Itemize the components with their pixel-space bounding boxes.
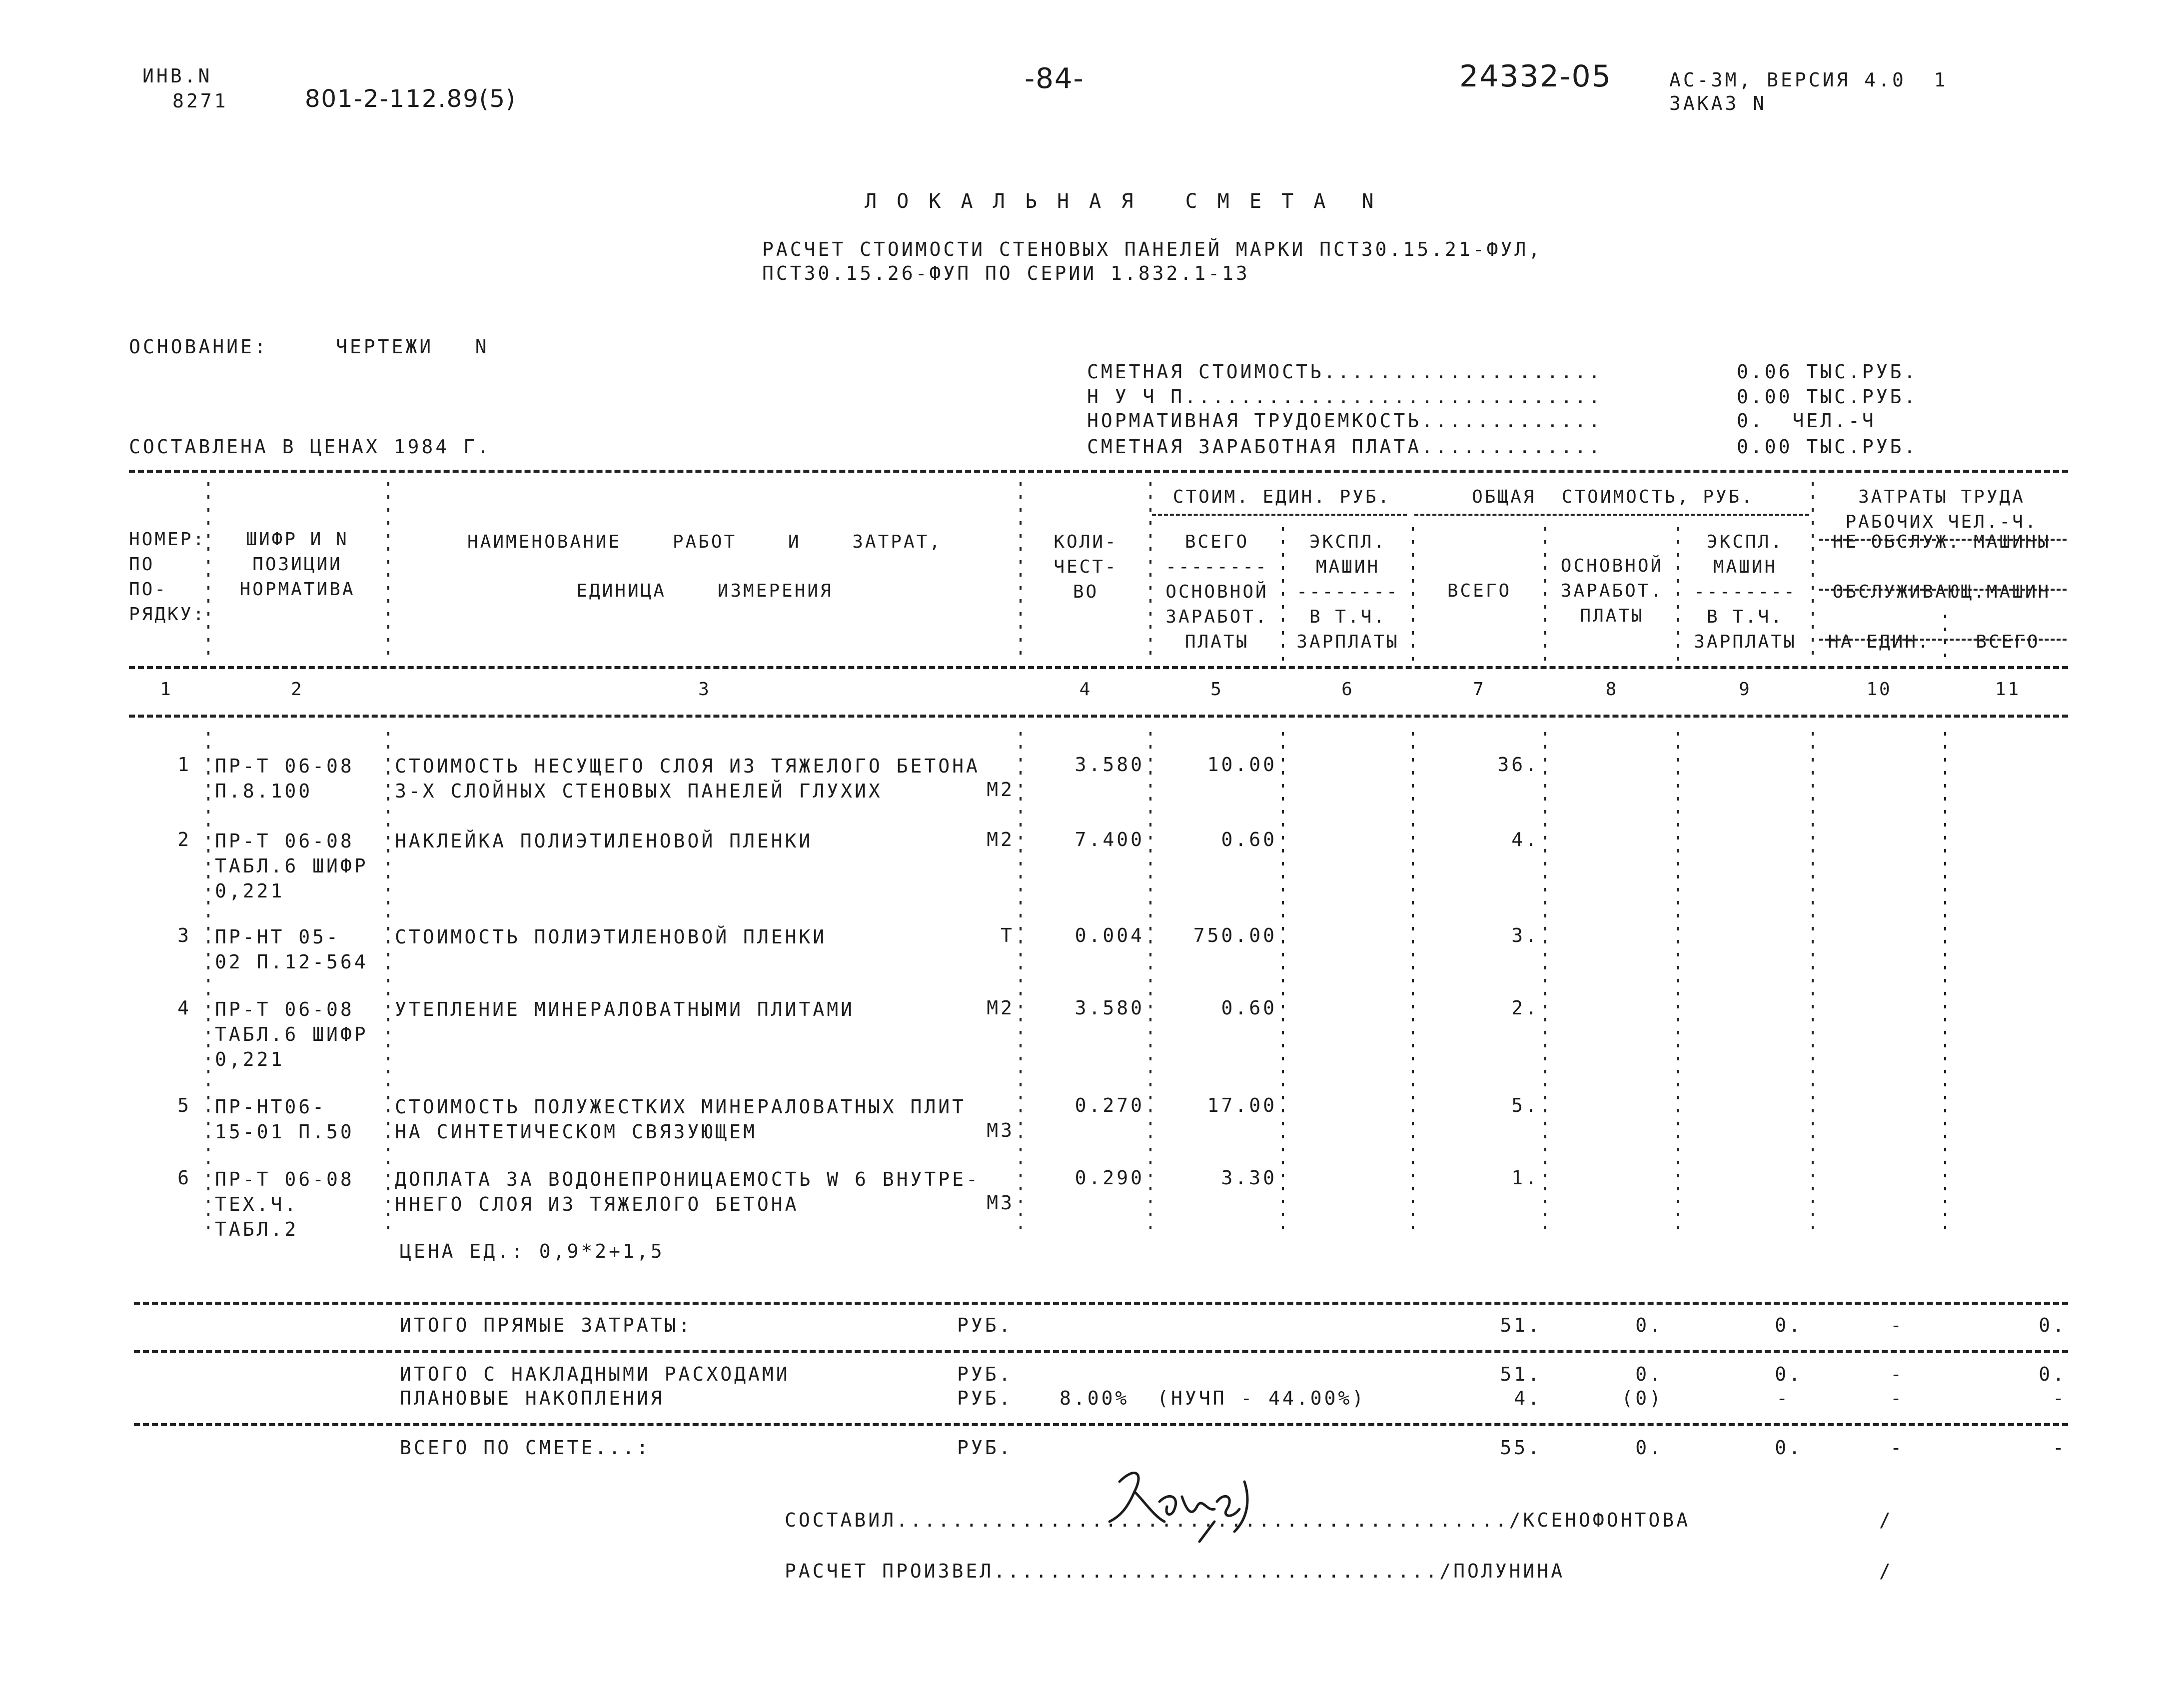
totals-savings-c10: - <box>1890 1387 1904 1409</box>
totals-savings-percent: 8.00% (НУЧП - 44.00%) <box>1060 1387 1366 1409</box>
price-level: СОСТАВЛЕНА В ЦЕНАХ 1984 Г. <box>129 436 491 458</box>
rule-colnum-bottom <box>129 715 2068 718</box>
row-quantity: 3.580 <box>1075 754 1144 776</box>
row-quantity: 0.290 <box>1075 1167 1144 1189</box>
row-name: СТОИМОСТЬ ПОЛУЖЕСТКИХ МИНЕРАЛОВАТНЫХ ПЛИТ НА СИНТЕТИЧЕСКОМ СВЯЗУЮЩЕМ <box>395 1096 966 1143</box>
totals-grand-c9: 0. <box>1775 1437 1803 1459</box>
stamp-number: 24332-05 <box>1459 59 1612 94</box>
vsep-header-6 <box>1412 527 1414 662</box>
rule-totalcost <box>1414 514 1809 516</box>
row-code: ПР-Т 06-08 ТЕХ.Ч. ТАБЛ.2 <box>215 1168 354 1240</box>
totals-grand-c8: 0. <box>1635 1437 1663 1459</box>
totals-savings-unit: РУБ. <box>957 1387 1013 1409</box>
colnum-10: 10 <box>1866 679 1892 700</box>
vsep-body-7 <box>1544 732 1546 1232</box>
totals-savings-c9: - <box>1776 1387 1790 1409</box>
row-unit: М2 <box>987 829 1015 850</box>
totals-direct-c8: 0. <box>1635 1314 1663 1336</box>
basis-label: ОСНОВАНИЕ: <box>129 336 268 358</box>
header-col-9: ЭКСПЛ. МАШИН -------- В Т.Ч. ЗАРПЛАТЫ <box>1694 532 1797 652</box>
row-total: 1. <box>1511 1167 1539 1189</box>
header-unit-cost: СТОИМ. ЕДИН. РУБ. <box>1172 487 1391 507</box>
colnum-3: 3 <box>698 679 711 700</box>
order-number: ЗАКАЗ N <box>1669 92 1767 114</box>
row-unit-price: 3.30 <box>1221 1167 1277 1189</box>
vsep-body-5 <box>1282 732 1284 1232</box>
rule-totals-top <box>134 1302 2068 1305</box>
row-name: СТОИМОСТЬ ПОЛИЭТИЛЕНОВОЙ ПЛЕНКИ <box>395 926 827 948</box>
row-unit: М3 <box>987 1192 1015 1214</box>
row-number: 1 <box>177 754 191 776</box>
row-quantity: 7.400 <box>1075 829 1144 850</box>
header-col-3b: ЕДИНИЦА ИЗМЕРЕНИЯ <box>576 581 833 601</box>
row-code: ПР-Т 06-08 ТАБЛ.6 ШИФР 0,221 <box>215 830 368 902</box>
vsep-body-9 <box>1812 732 1814 1232</box>
header-col-11: ВСЕГО <box>1976 632 2040 652</box>
colnum-7: 7 <box>1473 679 1486 700</box>
vsep-body-8 <box>1677 732 1679 1232</box>
vsep-body-4 <box>1149 732 1151 1232</box>
vsep-body-2 <box>387 732 389 1232</box>
row-number: 2 <box>177 829 191 850</box>
row-name: НАКЛЕЙКА ПОЛИЭТИЛЕНОВОЙ ПЛЕНКИ <box>395 830 813 852</box>
summary-cost-value: 0.06 ТЫС.РУБ. <box>1737 361 1918 383</box>
totals-direct-c9: 0. <box>1775 1314 1803 1336</box>
vsep-header-9 <box>1812 482 1814 662</box>
row-unit-price: 17.00 <box>1207 1094 1277 1116</box>
header-col-7: ВСЕГО <box>1447 581 1512 601</box>
vsep-body-10 <box>1944 732 1946 1232</box>
totals-savings-label: ПЛАНОВЫЕ НАКОПЛЕНИЯ <box>400 1387 665 1409</box>
header-col-10: НА ЕДИН. <box>1828 632 1931 652</box>
row-quantity: 0.270 <box>1075 1094 1144 1116</box>
header-col-2: ШИФР И N ПОЗИЦИИ НОРМАТИВА <box>239 529 355 600</box>
totals-overhead-c11: 0. <box>2039 1363 2067 1385</box>
vsep-header-4 <box>1149 482 1151 662</box>
row-total: 2. <box>1511 997 1539 1019</box>
vsep-body-1 <box>207 732 209 1232</box>
row-unit: М3 <box>987 1119 1015 1141</box>
summary-profit-value: 0.00 ТЫС.РУБ. <box>1737 386 1918 408</box>
row-number: 5 <box>177 1094 191 1116</box>
header-col-1: НОМЕР: ПО ПО- РЯДКУ: <box>129 529 206 625</box>
header-labor-machine: ОБСЛУЖИВАЮЩ.МАШИН <box>1832 582 2051 602</box>
row-unit-price: 0.60 <box>1221 829 1277 850</box>
row-total: 36. <box>1497 754 1539 776</box>
row-code: ПР-НТ 05- 02 П.12-564 <box>215 926 368 973</box>
totals-direct-c7: 51. <box>1500 1314 1542 1336</box>
title-line-2: ПСТ30.15.26-ФУП ПО СЕРИИ 1.832.1-13 <box>762 262 1250 284</box>
totals-overhead-c8: 0. <box>1635 1363 1663 1385</box>
row-number: 3 <box>177 924 191 946</box>
totals-overhead-unit: РУБ. <box>957 1363 1013 1385</box>
totals-savings-c8: (0) <box>1621 1387 1663 1409</box>
header-labor-nonmachine: НЕ ОБСЛУЖ. МАШИНЫ <box>1832 532 2051 552</box>
totals-overhead-c10: - <box>1890 1363 1904 1385</box>
header-col-3a: НАИМЕНОВАНИЕ РАБОТ И ЗАТРАТ, <box>467 532 942 552</box>
rule-totals-mid <box>134 1350 2068 1353</box>
summary-wage-value: 0.00 ТЫС.РУБ. <box>1737 436 1918 458</box>
signature-calculated-slash: / <box>1879 1560 1893 1582</box>
summary-wage-label: СМЕТНАЯ ЗАРАБОТНАЯ ПЛАТА............. <box>1087 436 1603 458</box>
totals-direct-unit: РУБ. <box>957 1314 1013 1336</box>
colnum-5: 5 <box>1210 679 1223 700</box>
vsep-header-1 <box>207 482 209 662</box>
row-total: 5. <box>1511 1094 1539 1116</box>
header-col-4: КОЛИ- ЧЕСТ- ВО <box>1054 532 1118 602</box>
totals-overhead-c9: 0. <box>1775 1363 1803 1385</box>
totals-direct-c11: 0. <box>2039 1314 2067 1336</box>
signature-calculated: РАСЧЕТ ПРОИЗВЕЛ................................/ПОЛУНИНА <box>785 1560 1565 1582</box>
colnum-8: 8 <box>1605 679 1619 700</box>
totals-savings-c11: - <box>2053 1387 2067 1409</box>
summary-labor-value: 0. ЧЕЛ.-Ч <box>1737 410 1876 432</box>
colnum-6: 6 <box>1341 679 1354 700</box>
inventory-label: ИНВ.N <box>142 65 212 87</box>
rule-totals-bottom <box>134 1423 2068 1426</box>
row-code: ПР-Т 06-08 П.8.100 <box>215 755 354 802</box>
header-total-cost: ОБЩАЯ СТОИМОСТЬ, РУБ. <box>1472 487 1754 507</box>
vsep-header-8 <box>1677 527 1679 662</box>
totals-direct-label: ИТОГО ПРЯМЫЕ ЗАТРАТЫ: <box>400 1314 693 1336</box>
row-unit-price: 0.60 <box>1221 997 1277 1019</box>
vsep-body-6 <box>1412 732 1414 1232</box>
row-name: ДОПЛАТА ЗА ВОДОНЕПРОНИЦАЕМОСТЬ W 6 ВНУТРЕ- ННЕГО СЛОЯ ИЗ ТЯЖЕЛОГО БЕТОНА <box>395 1168 980 1215</box>
row-name: УТЕПЛЕНИЕ МИНЕРАЛОВАТНЫМИ ПЛИТАМИ <box>395 998 855 1020</box>
page-number: -84- <box>1025 62 1085 95</box>
price-formula-note: ЦЕНА ЕД.: 0,9*2+1,5 <box>400 1240 665 1262</box>
totals-grand-label: ВСЕГО ПО СМЕТЕ...: <box>400 1437 651 1459</box>
inventory-number: 8271 <box>172 90 228 112</box>
summary-profit-label: Н У Ч П.............................. <box>1087 386 1603 408</box>
rule-table-top <box>129 470 2068 473</box>
vsep-header-5 <box>1282 527 1284 662</box>
summary-cost-label: СМЕТНАЯ СТОИМОСТЬ.................... <box>1087 361 1603 383</box>
summary-labor-label: НОРМАТИВНАЯ ТРУДОЕМКОСТЬ............. <box>1087 410 1603 432</box>
colnum-1: 1 <box>160 679 173 700</box>
colnum-11: 11 <box>1995 679 2021 700</box>
vsep-header-7 <box>1544 527 1546 662</box>
document-code: 801-2-112.89(5) <box>305 85 516 113</box>
rule-header-bottom <box>129 666 2068 669</box>
row-total: 3. <box>1511 924 1539 946</box>
title-line-1: РАСЧЕТ СТОИМОСТИ СТЕНОВЫХ ПАНЕЛЕЙ МАРКИ ПСТ30.15.21-ФУЛ, <box>762 238 1543 260</box>
colnum-4: 4 <box>1079 679 1092 700</box>
row-quantity: 0.004 <box>1075 924 1144 946</box>
row-total: 4. <box>1511 829 1539 850</box>
header-col-8: ОСНОВНОЙ ЗАРАБОТ. ПЛАТЫ <box>1560 556 1664 626</box>
program-version: АС-3М, ВЕРСИЯ 4.0 1 <box>1669 69 1948 91</box>
totals-grand-unit: РУБ. <box>957 1437 1013 1459</box>
row-code: ПР-НТ06- 15-01 П.50 <box>215 1096 354 1143</box>
row-number: 4 <box>177 997 191 1019</box>
totals-direct-c10: - <box>1890 1314 1904 1336</box>
totals-savings-c7: 4. <box>1514 1387 1542 1409</box>
vsep-header-3 <box>1020 482 1022 662</box>
totals-overhead-label: ИТОГО С НАКЛАДНЫМИ РАСХОДАМИ <box>400 1363 790 1385</box>
handwritten-signature <box>1099 1462 1279 1547</box>
colnum-9: 9 <box>1739 679 1752 700</box>
vsep-header-2 <box>387 482 389 662</box>
totals-grand-c11: - <box>2053 1437 2067 1459</box>
header-col-5: ВСЕГО -------- ОСНОВНОЙ ЗАРАБОТ. ПЛАТЫ <box>1165 532 1268 652</box>
signature-composed-slash: / <box>1879 1509 1893 1531</box>
vsep-body-3 <box>1020 732 1022 1232</box>
row-name: СТОИМОСТЬ НЕСУЩЕГО СЛОЯ ИЗ ТЯЖЕЛОГО БЕТОНА 3-Х СЛОЙНЫХ СТЕНОВЫХ ПАНЕЛЕЙ ГЛУХИХ <box>395 755 980 802</box>
row-unit-price: 10.00 <box>1207 754 1277 776</box>
row-unit-price: 750.00 <box>1193 924 1277 946</box>
row-code: ПР-Т 06-08 ТАБЛ.6 ШИФР 0,221 <box>215 998 368 1070</box>
totals-overhead-c7: 51. <box>1500 1363 1542 1385</box>
row-unit: М2 <box>987 997 1015 1019</box>
row-unit: Т <box>1001 924 1015 946</box>
vsep-header-10 <box>1944 615 1946 662</box>
row-number: 6 <box>177 1167 191 1189</box>
header-labor: ЗАТРАТЫ ТРУДА РАБОЧИХ ЧЕЛ.-Ч. <box>1845 487 2038 532</box>
rule-unitcost <box>1152 514 1407 516</box>
totals-grand-c10: - <box>1890 1437 1904 1459</box>
header-col-6: ЭКСПЛ. МАШИН -------- В Т.Ч. ЗАРПЛАТЫ <box>1296 532 1399 652</box>
document-title: Л О К А Л Ь Н А Я С М Е Т А N <box>865 190 1378 213</box>
row-unit: М2 <box>987 779 1015 801</box>
totals-grand-c7: 55. <box>1500 1437 1542 1459</box>
basis-value: ЧЕРТЕЖИ N <box>336 336 489 358</box>
row-quantity: 3.580 <box>1075 997 1144 1019</box>
signature-composed: СОСТАВИЛ............................................/КСЕНОФОНТОВА <box>785 1509 1691 1531</box>
colnum-2: 2 <box>291 679 304 700</box>
